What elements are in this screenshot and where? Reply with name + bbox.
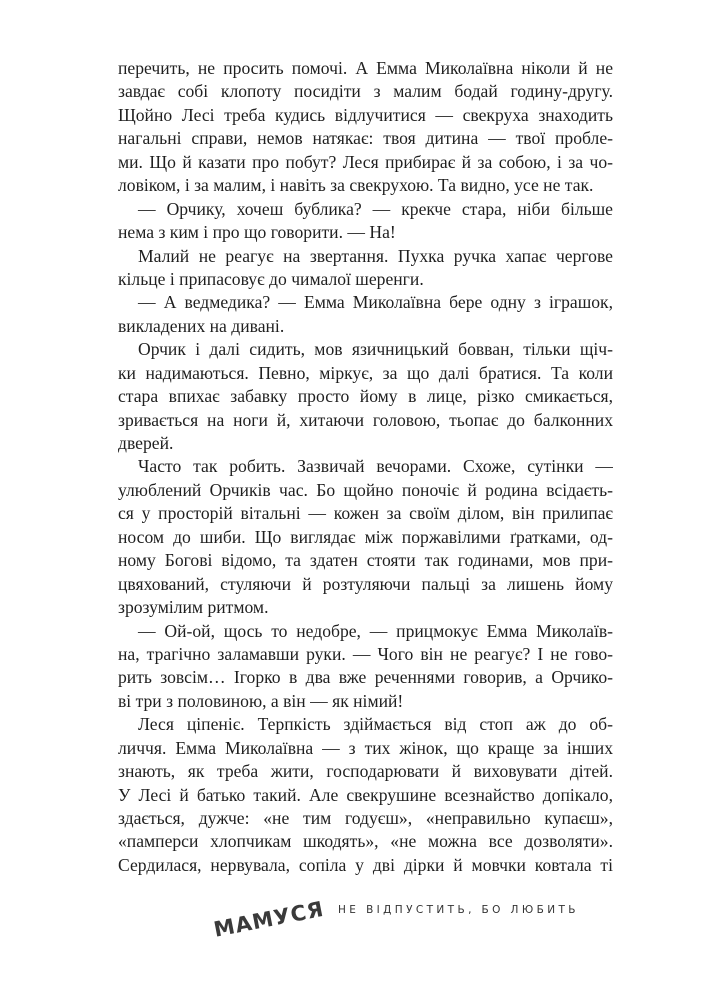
- text-line: знають, як треба жити, господарювати й виховувати дітей.: [118, 761, 613, 782]
- book-logo: МАМУСЯ: [211, 896, 327, 942]
- text-line: ки надимаються. Певно, міркує, за що далі братися. Та коли: [118, 362, 613, 383]
- text-line: ві три з половиною, а він — як німий!: [118, 690, 404, 711]
- text-line: дверей.: [118, 433, 174, 453]
- text-line: здається, дужче: «не тим годуєш», «неправильно купаєш»,: [118, 808, 613, 828]
- text-line: зривається на ноги й, хитаючи головою, тьопає до балконних: [118, 409, 613, 430]
- text-line: ми. Що й казати про побут? Леся прибирає й за собою, і за чо-: [118, 151, 613, 172]
- text-line: ловіком, і за малим, і навіть за свекрухою. Та видно, усе не так.: [118, 175, 594, 196]
- text-line: — Орчику, хочеш бублика? — крекче стара, ніби більше: [138, 198, 613, 219]
- text-line: цвяхований, стуляючи й розтуляючи пальці за лишень йому: [118, 573, 613, 594]
- text-line: Леся ціпеніє. Терпкість здіймається від стоп аж до об-: [138, 714, 613, 735]
- text-line: рить зовсім… Ігорко в два вже реченнями говорив, а Орчико-: [118, 667, 613, 688]
- text-line: перечить, не просить помочі. А Емма Миколаївна ніколи й не: [118, 58, 613, 78]
- text-line: Малий не реагує на звертання. Пухка ручка хапає чергове: [138, 245, 613, 266]
- text-line: личчя. Емма Миколаївна — з тих жінок, що краще за інших: [118, 737, 613, 758]
- text-line: Сердилася, нервувала, сопіла у дві дірки й мовчки ковтала ті: [118, 854, 613, 875]
- text-line: — А ведмедика? — Емма Миколаївна бере одну з іграшок,: [138, 292, 613, 313]
- text-line: викладених на дивані.: [118, 315, 285, 336]
- text-line: носом до шиби. Що виглядає між поржавілими ґратками, од-: [118, 526, 613, 547]
- text-line: ся у просторій вітальні — кожен за своїм ділом, він прилипає: [118, 503, 613, 524]
- text-line: стара впихає забавку просто йому в лице, різко смикається,: [118, 386, 613, 407]
- text-line: Орчик і далі сидить, мов язичницький бовван, тільки щіч-: [138, 339, 613, 360]
- text-line: завдає собі клопоту посидіти з малим бодай годину-другу.: [118, 81, 613, 102]
- text-line: улюблений Орчиків час. Бо щойно поночіє й родина всідаєть-: [118, 479, 613, 500]
- text-line: нагальні справи, немов натякає: твоя дитина — твої пробле-: [118, 128, 613, 149]
- text-line: «памперси хлопчикам шкодять», «не можна все дозволяти».: [118, 831, 613, 852]
- page-body-text: [118, 57, 613, 877]
- text-line: Щойно Лесі треба кудись відлучитися — свекруха знаходить: [118, 104, 613, 125]
- text-line: кільце і припасовує до чималої шеренги.: [118, 268, 424, 289]
- text-line: У Лесі й батько такий. Але свекрушине всезнайство допікало,: [118, 784, 613, 805]
- text-line: ному Богові відомо, та здатен стояти так годинами, мов при-: [118, 550, 613, 571]
- text-line: на, трагічно заламавши руки. — Чого він не реагує? І не гово-: [118, 643, 613, 664]
- running-title: НЕ ВІДПУСТИТЬ, БО ЛЮБИТЬ: [338, 904, 579, 916]
- text-line: зрозумілим ритмом.: [118, 597, 269, 618]
- text-line: Часто так робить. Зазвичай вечорами. Схоже, сутінки —: [138, 456, 613, 477]
- text-line: нема з ким і про що говорити. — На!: [118, 222, 396, 243]
- text-line: — Ой-ой, щось то недобре, — прицмокує Емма Миколаїв-: [138, 620, 613, 641]
